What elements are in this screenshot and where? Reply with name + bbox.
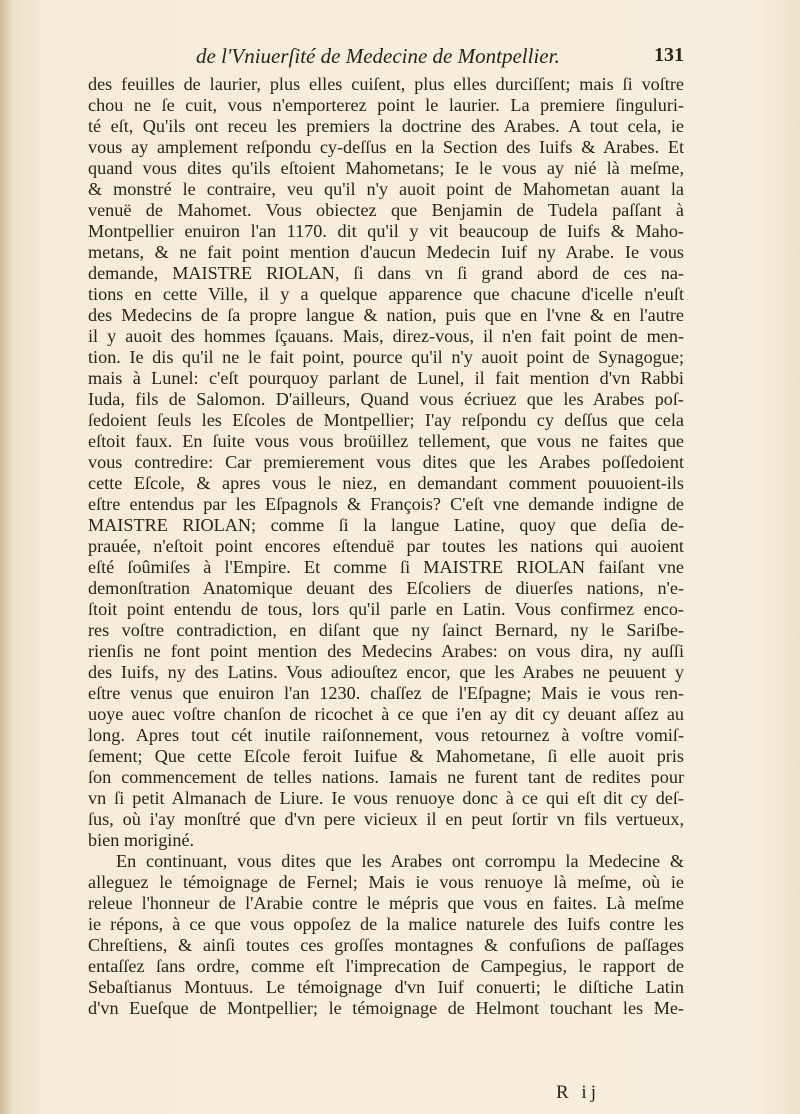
text-line: tions en cette Ville, il y a quelque apparence que chacune d'icelle n'euſt: [88, 284, 684, 304]
text-line: vous ay amplement reſpondu cy-deſſus en la Section des Iuifs & Arabes. Et: [88, 137, 684, 157]
text-line: Iuda, fils de Salomon. D'ailleurs, Quand vous écriuez que les Arabes poſ-: [88, 389, 684, 409]
text-line: quand vous dites qu'ils eſtoient Mahometans; Ie le vous ay nié là meſme,: [88, 158, 684, 178]
text-line: bien moriginé.: [88, 830, 195, 850]
text-line: ſtoit point entendu de tous, lors qu'il parle en Latin. Vous confirmez enco-: [88, 599, 684, 619]
text-line: long. Apres tout cét inutile raiſonnement, vous retournez à voſtre vomiſ-: [88, 725, 684, 745]
text-line: demonſtration Anatomique deuant des Eſcoliers de diuerſes nations, n'e-: [88, 578, 684, 598]
text-line: cette Eſcole, & apres vous le niez, en demandant comment pouuoient-ils: [88, 473, 684, 493]
text-line: vous contredire: Car premierement vous dites que les Arabes poſſedoient: [88, 452, 684, 472]
text-line: des Iuifs, ny des Latins. Vous adiouſtez encor, que les Arabes ne peuuent y: [88, 662, 684, 682]
text-line: des Medecins de ſa propre langue & nation, puis que en l'vne & en l'autre: [88, 305, 684, 325]
running-header: [196, 44, 682, 69]
text-line: releue l'honneur de l'Arabie contre le mépris que vous en faites. Là meſme: [88, 893, 684, 913]
text-line: Chreſtiens, & ainſi toutes ces groſſes montagnes & confuſions de paſſages: [88, 935, 684, 955]
text-line: tion. Ie dis qu'il ne le fait point, pource qu'il n'y auoit point de Synagogue;: [88, 347, 684, 367]
text-line: vn ſi petit Almanach de Liure. Ie vous renuoye donc à ce qui eſt dit cy deſ-: [88, 788, 684, 808]
text-line: ſon commencement de telles nations. Iamais ne furent tant de redites pour: [88, 767, 684, 787]
text-line: eſtoit faux. En ſuite vous vous broüillez tellement, que vous ne faites que: [88, 431, 684, 451]
text-line: eſtre entendus par les Eſpagnols & François? C'eſt vne demande indigne de: [88, 494, 684, 514]
body-text: [88, 74, 684, 1019]
text-line: rienſis ne font point mention des Medecins Arabes: on vous dira, ny auſſi: [88, 641, 684, 661]
text-line: venuë de Mahomet. Vous obiectez que Benjamin de Tudela paſſant à: [88, 200, 684, 220]
text-line: ſedoient ſeuls les Eſcoles de Montpellier; I'ay reſpondu cy deſſus que cela: [88, 410, 684, 430]
text-line: prauée, n'eſtoit point encores eſtenduë par toutes les nations qui auoient: [88, 536, 684, 556]
text-line: Sebaſtianus Montuus. Le témoignage d'vn Iuif conuerti; le diſtiche Latin: [88, 977, 684, 997]
text-line: En continuant, vous dites que les Arabes ont corrompu la Medecine &: [116, 851, 684, 871]
text-line: té eſt, Qu'ils ont receu les premiers la doctrine des Arabes. A tout cela, ie: [88, 116, 684, 136]
text-line: eſtre venus que enuiron l'an 1230. chaſſez de l'Eſpagne; Mais ie vous ren-: [88, 683, 684, 703]
text-line: ſement; Que cette Eſcole feroit Iuifue & Mahometane, ſi elle auoit pris: [88, 746, 684, 766]
text-line: res voſtre contradiction, en diſant que ny ſainct Bernard, ny le Sariſbe-: [88, 620, 684, 640]
text-line: Montpellier enuiron l'an 1170. dit qu'il y vit beaucoup de Iuifs & Maho-: [88, 221, 684, 241]
text-line: ie répons, à ce que vous oppoſez de la malice naturele des Iuifs contre les: [88, 914, 684, 934]
text-line: alleguez le témoignage de Fernel; Mais ie vous renuoye là meſme, où ie: [88, 872, 684, 892]
text-line: metans, & ne fait point mention d'aucun Medecin Iuif ny Arabe. Ie vous: [88, 242, 684, 262]
text-line: demande, MAISTRE RIOLAN, ſi dans vn ſi grand abord de ces na-: [88, 263, 684, 283]
text-line: eſté ſoûmiſes à l'Empire. Et comme ſi MAISTRE RIOLAN faiſant vne: [88, 557, 684, 577]
text-line: chou ne ſe cuit, vous n'emporterez point le laurier. La premiere ſinguluri-: [88, 95, 684, 115]
page-gutter-shadow: [0, 0, 14, 1114]
text-line: des feuilles de laurier, plus elles cuiſent, plus elles durciſſent; mais ſi voſtre: [88, 74, 684, 94]
text-line: mais à Lunel: c'eſt pourquoy parlant de Lunel, il fait mention d'vn Rabbi: [88, 368, 684, 388]
text-line: uoye auec voſtre chanſon de ricochet à ce que i'en ay dit cy deuant aſſez au: [88, 704, 684, 724]
signature-mark: R ij: [556, 1082, 600, 1103]
page-number: 131: [654, 44, 684, 66]
running-title: de l'Vniuerſité de Medecine de Montpellier.: [196, 44, 560, 68]
text-line: ſus, où i'ay monſtré que d'vn pere vicieux il en peut ſortir vn fils vertueux,: [88, 809, 684, 829]
text-line: & monstré le contraire, veu qu'il n'y auoit point de Mahometan auant la: [88, 179, 684, 199]
text-line: il y auoit des hommes ſçauans. Mais, direz-vous, il n'en fait point de men-: [88, 326, 684, 346]
text-line: entaſſez ſans ordre, comme eſt l'imprecation de Campegius, le rapport de: [88, 956, 684, 976]
text-line: MAISTRE RIOLAN; comme ſi la langue Latine, quoy que deſia de-: [88, 515, 684, 535]
text-line: d'vn Eueſque de Montpellier; le témoignage de Helmont touchant les Me-: [88, 998, 684, 1018]
